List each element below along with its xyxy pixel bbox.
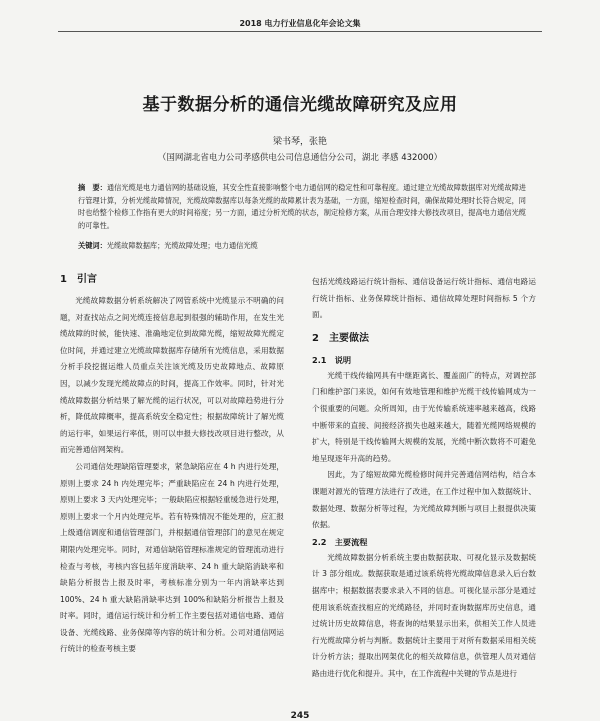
header-rule <box>58 31 542 32</box>
section-2-heading: 2 主要做法 <box>312 332 369 344</box>
subsection-2-1-heading: 2.1 说明 <box>312 354 352 365</box>
intro-paragraph-1: 光缆故障数据分析系统解决了网管系统中光缆显示不明确的问题，对查找站点之间光缆连接信息起到很强的辅助作用，在发生光缆故障的时候，能快速、准确地定位到故障光缆，缩短故障光缆定位时间，并通过建立光缆故障数据库存储所有光缆信息，采用数据分析手段挖掘运维人员重点关注该光缆及历史故障地点、故障原因，以减少发现光缆故障点的时间，提高工作效率。同时，针对光缆故障数据分析结果了解光缆的运行状况，可以对故障趋势进行分析，降低故障概率，提高系统安全稳定性；根据故障统计了解光缆的运行率，如果运行率低，则可以申报大修技改项目进行整改，从而完善通信网架构。 <box>60 296 284 455</box>
continued-paragraph: 包括光缆线路运行统计指标、通信设备运行统计指标、通信电路运行统计指标、业务保障统计指标、通信故障处理时间指标 5 个方面。 <box>312 277 536 320</box>
abstract-label: 摘 要： <box>78 183 107 192</box>
running-head: 2018 电力行业信息化年会论文集 <box>239 19 361 28</box>
right-column <box>312 274 536 682</box>
section-2-2-paragraph: 光缆故障数据分析系统主要由数据获取、可视化显示及数据统计 3 部分组成。数据获取是通过该系统将光缆故障信息录入后台数据库中；根据数据表要求录入不同的信息。可视化显示部分是通过使用该系统查找相应的光缆路径，并同时查询数据库历史信息，通过统计历史故障信息，将查询的结果显示出来，供相关工作人员进行光缆故障分析与判断。数据统计主要用于对所有数据采用相关统计分析方法；提取出网架优化的相关故障信息，供管理人员对通信路由进行优化和提升。其中，在工作流程中关键的节点是进行 <box>312 552 536 678</box>
abstract <box>78 182 526 232</box>
section-2-1-paragraph-2: 因此，为了缩短故障光缆检修时间并完善通信网结构，结合本课题对源光的管理方法进行了改进，在工作过程中加入数据统计、数据处理、数据分析等过程，为光缆故障判断与项目上报提供决策依据。 <box>312 470 536 530</box>
article-affiliation: （国网湖北省电力公司孝感供电公司信息通信分公司，湖北 孝感 432000） <box>157 153 443 163</box>
keywords-label: 关键词： <box>78 241 107 250</box>
section-2-1-paragraph-1: 光缆干线传输网具有中继距离长、覆盖面广的特点，对调控部门和维护部门来说，如何有效地管理和维护光缆干线传输网成为一个很重要的问题。众所周知，由于光传输系统速率越来越高，线路中断带来的直接、间接经济损失也越来越大，随着光缆网络规模的扩大，特别是干线传输网大规模的发展，光缆中断次数将不可避免地呈现逐年升高的趋势。 <box>312 370 536 463</box>
article-title: 基于数据分析的通信光缆故障研究及应用 <box>142 95 458 115</box>
keywords-text: 光缆故障数据库；光缆故障处理；电力通信光缆 <box>106 241 258 250</box>
article-authors: 梁书琴，张艳 <box>272 137 327 147</box>
intro-paragraph-2: 公司通信处理缺陷管理要求，紧急缺陷应在 4 h 内进行处理，原则上要求 24 h 内处理完毕；严重缺陷应在 24 h 内进行处理，原则上要求 3 天内处理完毕；一般缺陷应根据轻重缓急进行处理，原则上要求一个月内处理完毕。若有特殊情况不能处理的，应汇报上级通信调度和通信管理部门，并根据通信管理部门的意见在规定期限内处理完毕。同时，对通信缺陷管理标准规定的管理流动进行检查与考核，考核内容包括年度消缺率、24 h 重大缺陷消缺率和缺陷分析报告上报及时率，考核标准分别为一年内消缺率达到 100%、24 h 重大缺陷消缺率达到 100%和缺陷分析报告上报及时率。同时，通信运行统计和分析工作主要包括对通信电路、通信设备、光缆线路、业务保障等内容的统计和分析。公司对通信网运行统计的检查考核主要 <box>60 461 284 654</box>
abstract-text: 通信光缆是电力通信网的基础设施，其安全性直接影响整个电力通信网的稳定性和可靠程度。通过建立光缆故障数据库对光缆故障进行管理计算，分析光缆故障情况，光缆故障数据库以每条光缆的故障累计表为基础，一方面，缩短检查时间，确保故障处理时长符合规定，同时也给整个检修工作指有更大的时间裕度；另一方面，通过分析光缆的状态，制定检修方案，从而合理安排大修技改项目，提高电力通信光缆的可靠性。 <box>78 183 526 230</box>
keywords <box>78 240 526 252</box>
page-number: 245 <box>290 711 310 721</box>
section-1-heading: 1 引言 <box>60 274 97 285</box>
subsection-2-2-heading: 2.2 主要流程 <box>312 536 368 547</box>
left-column <box>60 272 284 658</box>
